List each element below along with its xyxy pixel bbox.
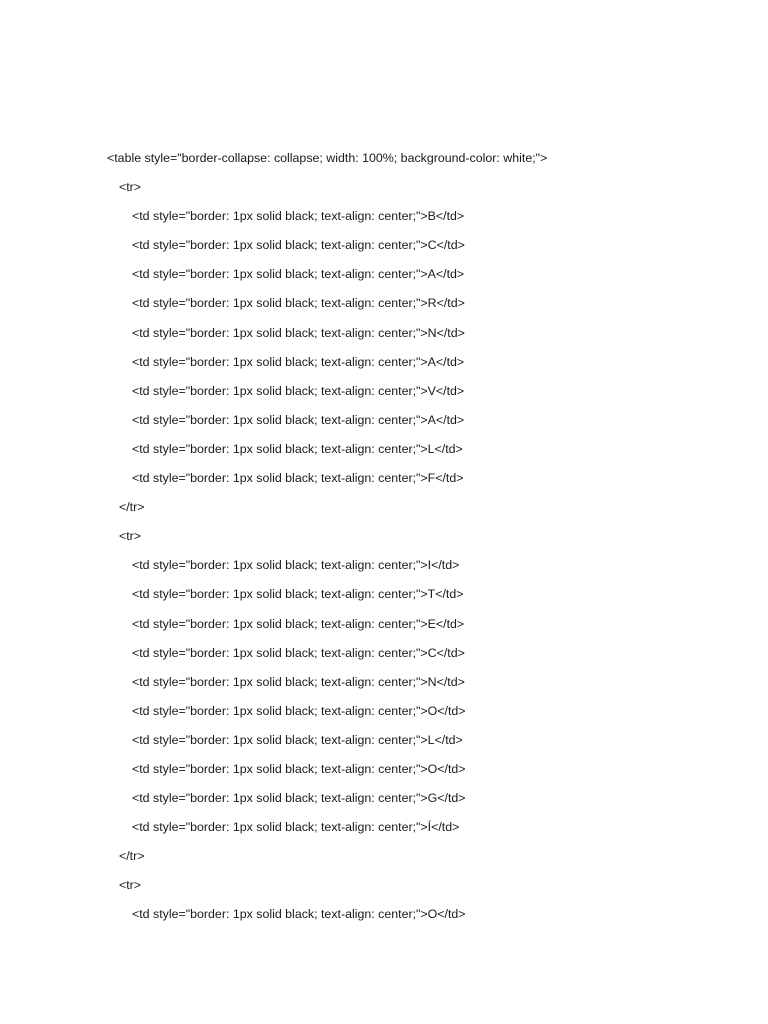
- code-line: <td style="border: 1px solid black; text-align: center;">O</td>: [132, 907, 466, 922]
- code-line: <td style="border: 1px solid black; text-align: center;">Í</td>: [132, 820, 460, 835]
- code-line: <td style="border: 1px solid black; text-align: center;">V</td>: [132, 383, 465, 398]
- code-line: <td style="border: 1px solid black; text-align: center;">E</td>: [132, 616, 465, 631]
- code-line: <td style="border: 1px solid black; text-align: center;">O</td>: [132, 761, 466, 776]
- code-line: <td style="border: 1px solid black; text-align: center;">L</td>: [132, 441, 463, 456]
- code-line: <tr>: [119, 529, 142, 544]
- code-line: <td style="border: 1px solid black; text-align: center;">A</td>: [132, 267, 465, 282]
- code-text-block: [107, 148, 747, 934]
- code-line: <td style="border: 1px solid black; text-align: center;">C</td>: [132, 645, 465, 660]
- code-line: <tr>: [119, 878, 142, 893]
- code-line: <td style="border: 1px solid black; text-align: center;">N</td>: [132, 325, 465, 340]
- code-line: <td style="border: 1px solid black; text-align: center;">G</td>: [132, 791, 466, 806]
- code-line: <td style="border: 1px solid black; text-align: center;">T</td>: [132, 587, 464, 602]
- code-line: </tr>: [119, 500, 145, 515]
- code-line: <td style="border: 1px solid black; text-align: center;">O</td>: [132, 703, 466, 718]
- code-line: <td style="border: 1px solid black; text-align: center;">I</td>: [132, 558, 460, 573]
- code-line: <td style="border: 1px solid black; text-align: center;">F</td>: [132, 471, 464, 486]
- code-line: </tr>: [119, 849, 145, 864]
- code-line: <td style="border: 1px solid black; text-align: center;">A</td>: [132, 412, 465, 427]
- code-line: <td style="border: 1px solid black; text-align: center;">R</td>: [132, 296, 465, 311]
- code-line: <td style="border: 1px solid black; text-align: center;">N</td>: [132, 674, 465, 689]
- code-line: <td style="border: 1px solid black; text-align: center;">A</td>: [132, 354, 465, 369]
- code-line: <td style="border: 1px solid black; text-align: center;">C</td>: [132, 238, 465, 253]
- code-line: <tr>: [119, 180, 142, 195]
- code-line: <table style="border-collapse: collapse; width: 100%; background-color: white;">: [107, 151, 548, 165]
- code-line: <td style="border: 1px solid black; text-align: center;">B</td>: [132, 209, 465, 224]
- code-line: <td style="border: 1px solid black; text-align: center;">L</td>: [132, 732, 463, 747]
